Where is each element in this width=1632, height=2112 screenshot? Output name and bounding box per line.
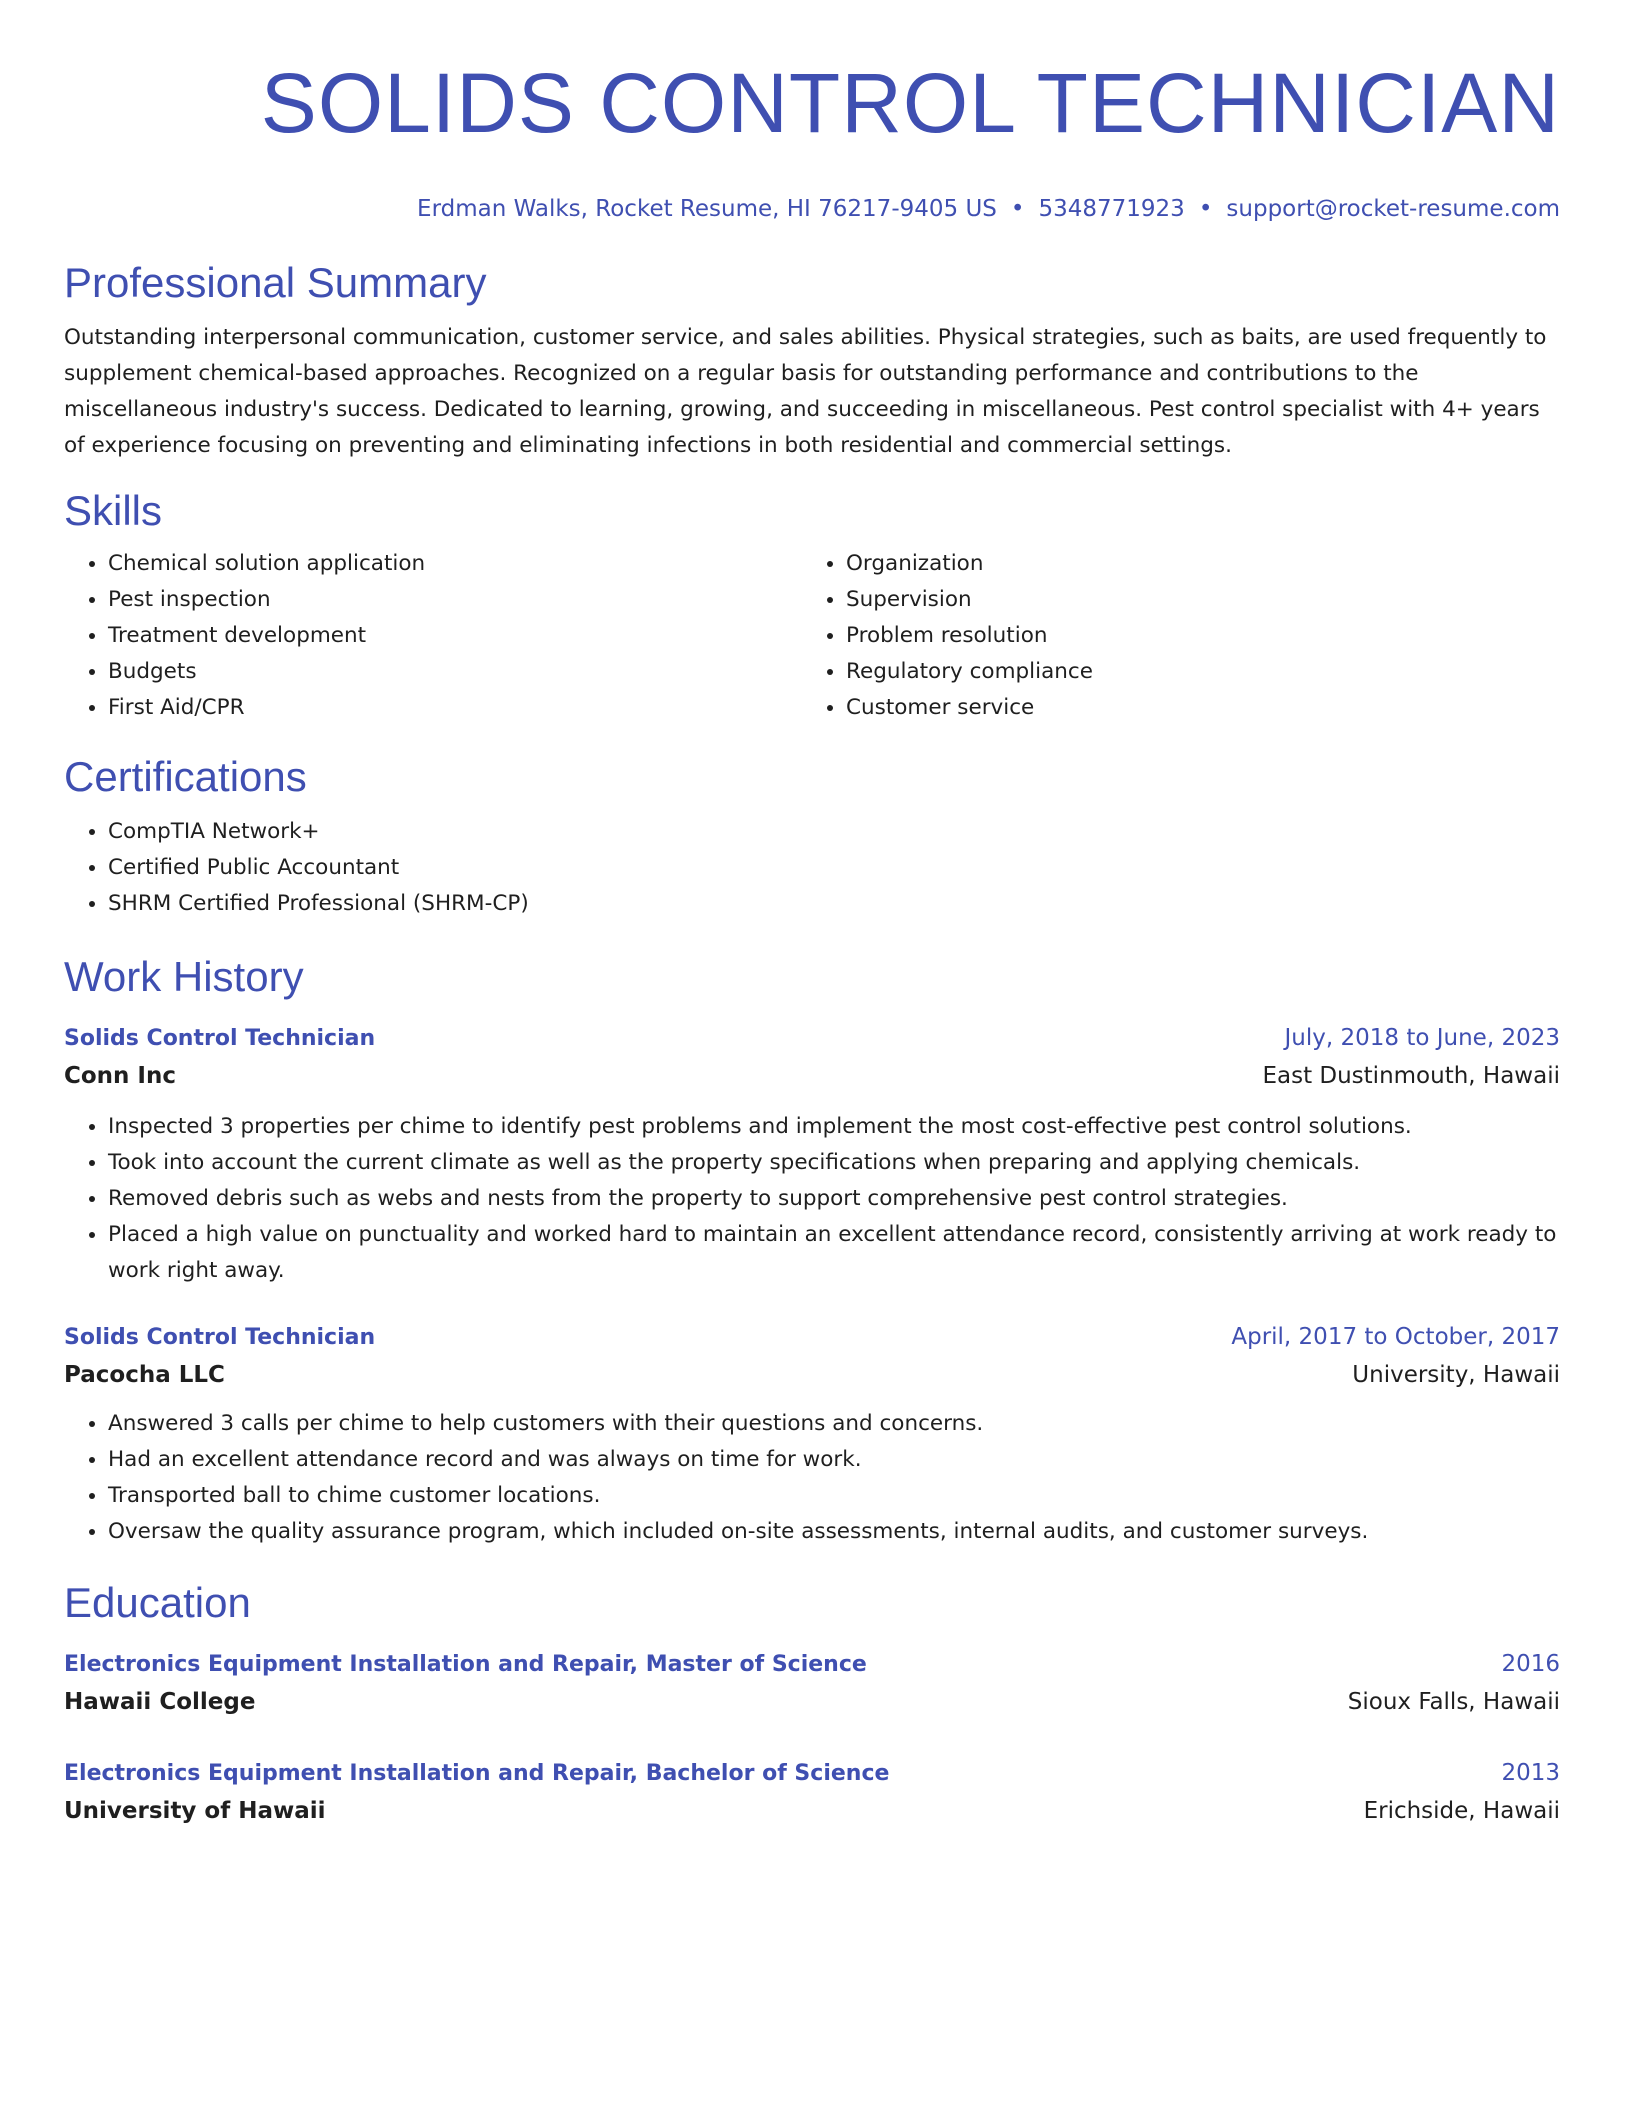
skills-list-left [64, 546, 802, 726]
education-degree-row [64, 1646, 1560, 1683]
job-bullet: • Transported ball to chime customer locations. [108, 1478, 1560, 1514]
contact-separator: • [1198, 196, 1213, 222]
skill-item: • Problem resolution [846, 618, 1540, 654]
job-bullet: • Took into account the current climate as well as the property specifications when preparing and applying chemicals. [108, 1145, 1560, 1181]
education-school: University of Hawaii [64, 1798, 326, 1824]
education-degree: Electronics Equipment Installation and Repair, Master of Science [64, 1652, 867, 1677]
contact-address: Erdman Walks, Rocket Resume, HI 76217-9405 US [417, 196, 997, 222]
work-history-heading: Work History [64, 953, 304, 1000]
job-title: Solids Control Technician [64, 1325, 376, 1350]
skill-item: • Supervision [846, 582, 1540, 618]
skill-item: • First Aid/CPR [108, 690, 802, 726]
job-company: Conn Inc [64, 1063, 177, 1089]
skill-item: • Pest inspection [108, 582, 802, 618]
education-location: Erichside, Hawaii [1363, 1798, 1560, 1824]
summary-heading: Professional Summary [64, 259, 487, 306]
certifications-list [64, 814, 1560, 922]
candidate-name: SOLIDS CONTROL TECHNICIAN [260, 56, 1560, 150]
job-company: Pacocha LLC [64, 1362, 225, 1388]
job-company-row [64, 1356, 1560, 1394]
job-location: East Dustinmouth, Hawaii [1262, 1063, 1560, 1089]
skill-item: • Chemical solution application [108, 546, 802, 582]
job-bullet: • Oversaw the quality assurance program, which included on-site assessments, internal audits, and customer surveys. [108, 1514, 1560, 1550]
job-dates: July, 2018 to June, 2023 [1284, 1025, 1560, 1051]
skill-item: • Budgets [108, 654, 802, 690]
certification-item: • CompTIA Network+ [108, 814, 1560, 850]
job-company-row [64, 1057, 1560, 1095]
contact-email: support@rocket-resume.com [1226, 196, 1560, 222]
skill-item: • Organization [846, 546, 1540, 582]
job-bullets [64, 1109, 1560, 1289]
certifications-section [64, 752, 1560, 922]
education-heading: Education [64, 1579, 251, 1626]
summary-text: Outstanding interpersonal communication, customer service, and sales abilities. Physical strategies, such as baits, are used frequently to supplement chemical-based approaches. Recognized on a regular basis for outstanding performance and contributions to the miscellaneous industry's success. Dedicated to learning, growing, and succeeding in miscellaneous. Pest control specialist with 4+ years of experience focusing on preventing and eliminating infections in both residential and commercial settings. [64, 325, 1547, 458]
certification-item: • Certified Public Accountant [108, 850, 1560, 886]
skills-list-right [802, 546, 1540, 726]
job-bullet: • Inspected 3 properties per chime to identify pest problems and implement the most cost-effective pest control solutions. [108, 1109, 1560, 1145]
education-section [64, 1578, 1560, 1830]
skill-item: • Treatment development [108, 618, 802, 654]
skills-column-left [64, 546, 802, 726]
resume-page [64, 0, 1560, 1830]
work-history-section [64, 952, 1560, 1550]
education-location: Sioux Falls, Hawaii [1347, 1689, 1560, 1715]
education-year: 2013 [1501, 1760, 1560, 1786]
job-bullet: • Removed debris such as webs and nests from the property to support comprehensive pest control strategies. [108, 1181, 1560, 1217]
resume-header [64, 58, 1560, 224]
certifications-heading: Certifications [64, 753, 307, 800]
skills-columns [64, 546, 1560, 726]
job-entry [64, 1020, 1560, 1289]
skill-item: • Regulatory compliance [846, 654, 1540, 690]
job-location: University, Hawaii [1352, 1362, 1560, 1388]
summary-section [64, 258, 1560, 464]
education-degree: Electronics Equipment Installation and Repair, Bachelor of Science [64, 1761, 890, 1786]
contact-phone: 5348771923 [1038, 196, 1185, 222]
job-entry [64, 1319, 1560, 1550]
job-title-row [64, 1020, 1560, 1057]
job-bullets [64, 1406, 1560, 1550]
job-bullet: • Placed a high value on punctuality and worked hard to maintain an excellent attendance record, consistently arriving at work ready to work right away. [108, 1217, 1560, 1289]
education-entry [64, 1755, 1560, 1830]
education-school-row [64, 1792, 1560, 1830]
job-bullet: • Answered 3 calls per chime to help customers with their questions and concerns. [108, 1406, 1560, 1442]
job-title-row [64, 1319, 1560, 1356]
education-degree-row [64, 1755, 1560, 1792]
skills-section [64, 486, 1560, 726]
skills-column-right [802, 546, 1540, 726]
education-entry [64, 1646, 1560, 1721]
certification-item: • SHRM Certified Professional (SHRM-CP) [108, 886, 1560, 922]
education-school-row [64, 1683, 1560, 1721]
skill-item: • Customer service [846, 690, 1540, 726]
job-dates: April, 2017 to October, 2017 [1231, 1324, 1560, 1350]
contact-separator: • [1010, 196, 1025, 222]
contact-line [64, 194, 1560, 224]
job-title: Solids Control Technician [64, 1026, 376, 1051]
job-bullet: • Had an excellent attendance record and was always on time for work. [108, 1442, 1560, 1478]
education-year: 2016 [1501, 1651, 1560, 1677]
skills-heading: Skills [64, 487, 163, 534]
education-school: Hawaii College [64, 1689, 256, 1715]
